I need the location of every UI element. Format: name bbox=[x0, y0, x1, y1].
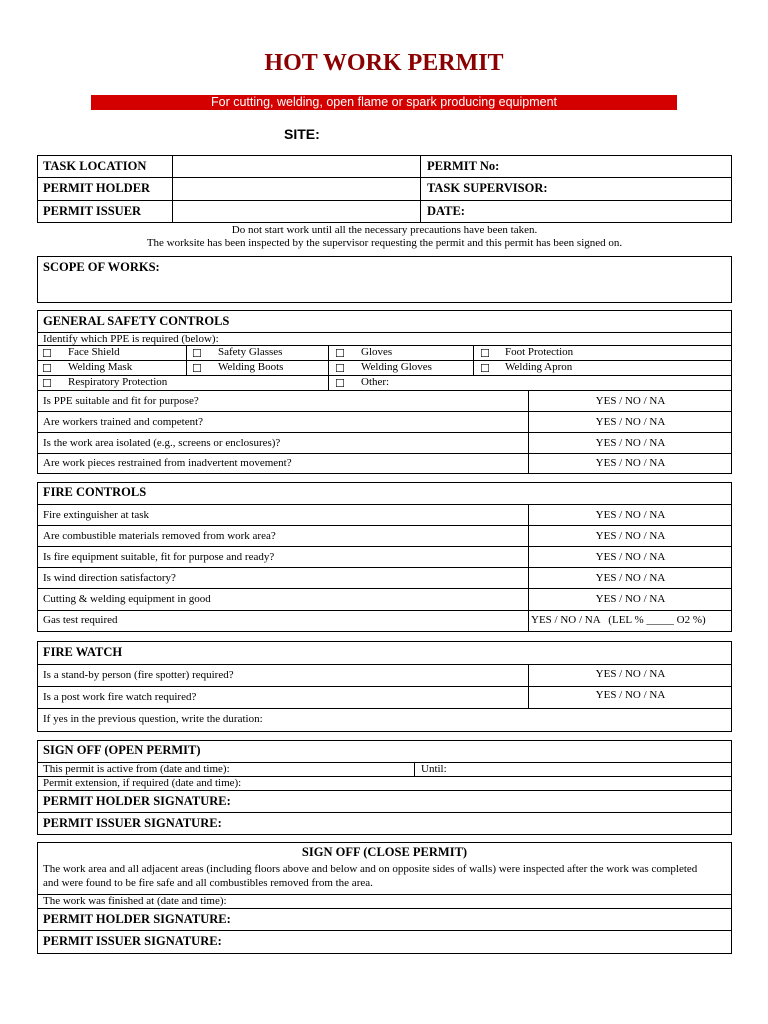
question-row: Fire extinguisher at task bbox=[43, 509, 150, 521]
sign-off-close-heading: SIGN OFF (CLOSE PERMIT) bbox=[301, 845, 468, 859]
question-row: If yes in the previous question, write the duration: bbox=[43, 713, 263, 725]
ppe-label: Foot Protection bbox=[505, 346, 574, 358]
question-row: Is PPE suitable and fit for purpose? bbox=[43, 395, 199, 407]
extension-label: Permit extension, if required (date and time): bbox=[43, 777, 242, 789]
gas-test-answer[interactable]: YES / NO / NA (LEL % _____ O2 %) bbox=[531, 614, 706, 626]
question-row: Are combustible materials removed from work area? bbox=[43, 530, 276, 542]
safety-glasses-checkbox[interactable]: ☐ bbox=[192, 347, 202, 360]
ppe-label: Gloves bbox=[361, 346, 393, 358]
yes-no-na-answer[interactable]: YES / NO / NA bbox=[595, 416, 666, 428]
yes-no-na-answer[interactable]: YES / NO / NA bbox=[595, 572, 666, 584]
question-row: Is wind direction satisfactory? bbox=[43, 572, 176, 584]
question-row: Cutting & welding equipment in good bbox=[43, 593, 211, 605]
question-row: Gas test required bbox=[43, 614, 118, 626]
scope-of-works-label: SCOPE OF WORKS: bbox=[43, 260, 160, 274]
permit-issuer-field[interactable] bbox=[174, 202, 418, 221]
question-row: Are workers trained and competent? bbox=[43, 416, 204, 428]
ppe-label: Face Shield bbox=[68, 346, 120, 358]
page-title: HOT WORK PERMIT bbox=[264, 50, 504, 76]
finished-at-label: The work was finished at (date and time): bbox=[43, 895, 227, 907]
gloves-checkbox[interactable]: ☐ bbox=[335, 347, 345, 360]
ppe-label: Other: bbox=[361, 376, 390, 388]
sign-off-open-heading: SIGN OFF (OPEN PERMIT) bbox=[43, 743, 201, 757]
respiratory-protection-checkbox[interactable]: ☐ bbox=[42, 377, 52, 390]
yes-no-na-answer[interactable]: YES / NO / NA bbox=[595, 530, 666, 542]
question-row: Are work pieces restrained from inadvertent movement? bbox=[43, 457, 292, 469]
foot-protection-checkbox[interactable]: ☐ bbox=[480, 347, 490, 360]
ppe-label: Welding Boots bbox=[218, 361, 284, 373]
close-issuer-signature-label: PERMIT ISSUER SIGNATURE: bbox=[43, 934, 222, 948]
ppe-label: Safety Glasses bbox=[218, 346, 283, 358]
ppe-intro: Identify which PPE is required (below): bbox=[43, 333, 219, 345]
close-inspection-text-2: and were found to be fire safe and all combustibles removed from the area. bbox=[43, 877, 373, 889]
general-safety-heading: GENERAL SAFETY CONTROLS bbox=[43, 314, 230, 328]
ppe-label: Welding Apron bbox=[505, 361, 573, 373]
yes-no-na-answer[interactable]: YES / NO / NA bbox=[595, 689, 666, 701]
fire-controls-heading: FIRE CONTROLS bbox=[43, 485, 147, 499]
task-location-label: TASK LOCATION bbox=[43, 159, 147, 173]
permit-holder-label: PERMIT HOLDER bbox=[43, 181, 151, 195]
site-label: SITE: bbox=[284, 126, 320, 142]
yes-no-na-answer[interactable]: YES / NO / NA bbox=[595, 437, 666, 449]
other-checkbox[interactable]: ☐ bbox=[335, 377, 345, 390]
welding-gloves-checkbox[interactable]: ☐ bbox=[335, 362, 345, 375]
permit-no-label: PERMIT No: bbox=[427, 159, 500, 173]
welding-boots-checkbox[interactable]: ☐ bbox=[192, 362, 202, 375]
yes-no-na-answer[interactable]: YES / NO / NA bbox=[595, 457, 666, 469]
close-holder-signature-label: PERMIT HOLDER SIGNATURE: bbox=[43, 912, 231, 926]
notice-line-1: Do not start work until all the necessary precautions have been taken. bbox=[231, 224, 538, 236]
question-row: Is the work area isolated (e.g., screens or enclosures)? bbox=[43, 437, 281, 449]
question-row: Is a stand-by person (fire spotter) required? bbox=[43, 669, 234, 681]
yes-no-na-answer[interactable]: YES / NO / NA bbox=[595, 509, 666, 521]
until-label: Until: bbox=[421, 763, 447, 775]
ppe-label: Welding Mask bbox=[68, 361, 133, 373]
open-issuer-signature-label: PERMIT ISSUER SIGNATURE: bbox=[43, 816, 222, 830]
face-shield-checkbox[interactable]: ☐ bbox=[42, 347, 52, 360]
permit-holder-field[interactable] bbox=[174, 179, 418, 199]
date-label: DATE: bbox=[427, 204, 465, 218]
ppe-label: Welding Gloves bbox=[361, 361, 432, 373]
yes-no-na-answer[interactable]: YES / NO / NA bbox=[595, 551, 666, 563]
welding-apron-checkbox[interactable]: ☐ bbox=[480, 362, 490, 375]
question-row: Is a post work fire watch required? bbox=[43, 691, 197, 703]
question-row: Is fire equipment suitable, fit for purpose and ready? bbox=[43, 551, 275, 563]
welding-mask-checkbox[interactable]: ☐ bbox=[42, 362, 52, 375]
open-holder-signature-label: PERMIT HOLDER SIGNATURE: bbox=[43, 794, 231, 808]
fire-watch-heading: FIRE WATCH bbox=[43, 645, 123, 659]
permit-issuer-label: PERMIT ISSUER bbox=[43, 204, 142, 218]
task-location-field[interactable] bbox=[174, 157, 418, 176]
yes-no-na-answer[interactable]: YES / NO / NA bbox=[595, 668, 666, 680]
close-inspection-text-1: The work area and all adjacent areas (including floors above and below and on opposite sides of walls) were inspected after the work was completed bbox=[43, 863, 698, 875]
task-supervisor-label: TASK SUPERVISOR: bbox=[427, 181, 548, 195]
subtitle-banner: For cutting, welding, open flame or spark producing equipment bbox=[91, 95, 677, 110]
active-from-label: This permit is active from (date and time): bbox=[43, 763, 230, 775]
yes-no-na-answer[interactable]: YES / NO / NA bbox=[595, 395, 666, 407]
yes-no-na-answer[interactable]: YES / NO / NA bbox=[595, 593, 666, 605]
ppe-label: Respiratory Protection bbox=[68, 376, 168, 388]
notice-line-2: The worksite has been inspected by the supervisor requesting the permit and this permit has been signed on. bbox=[146, 237, 623, 249]
